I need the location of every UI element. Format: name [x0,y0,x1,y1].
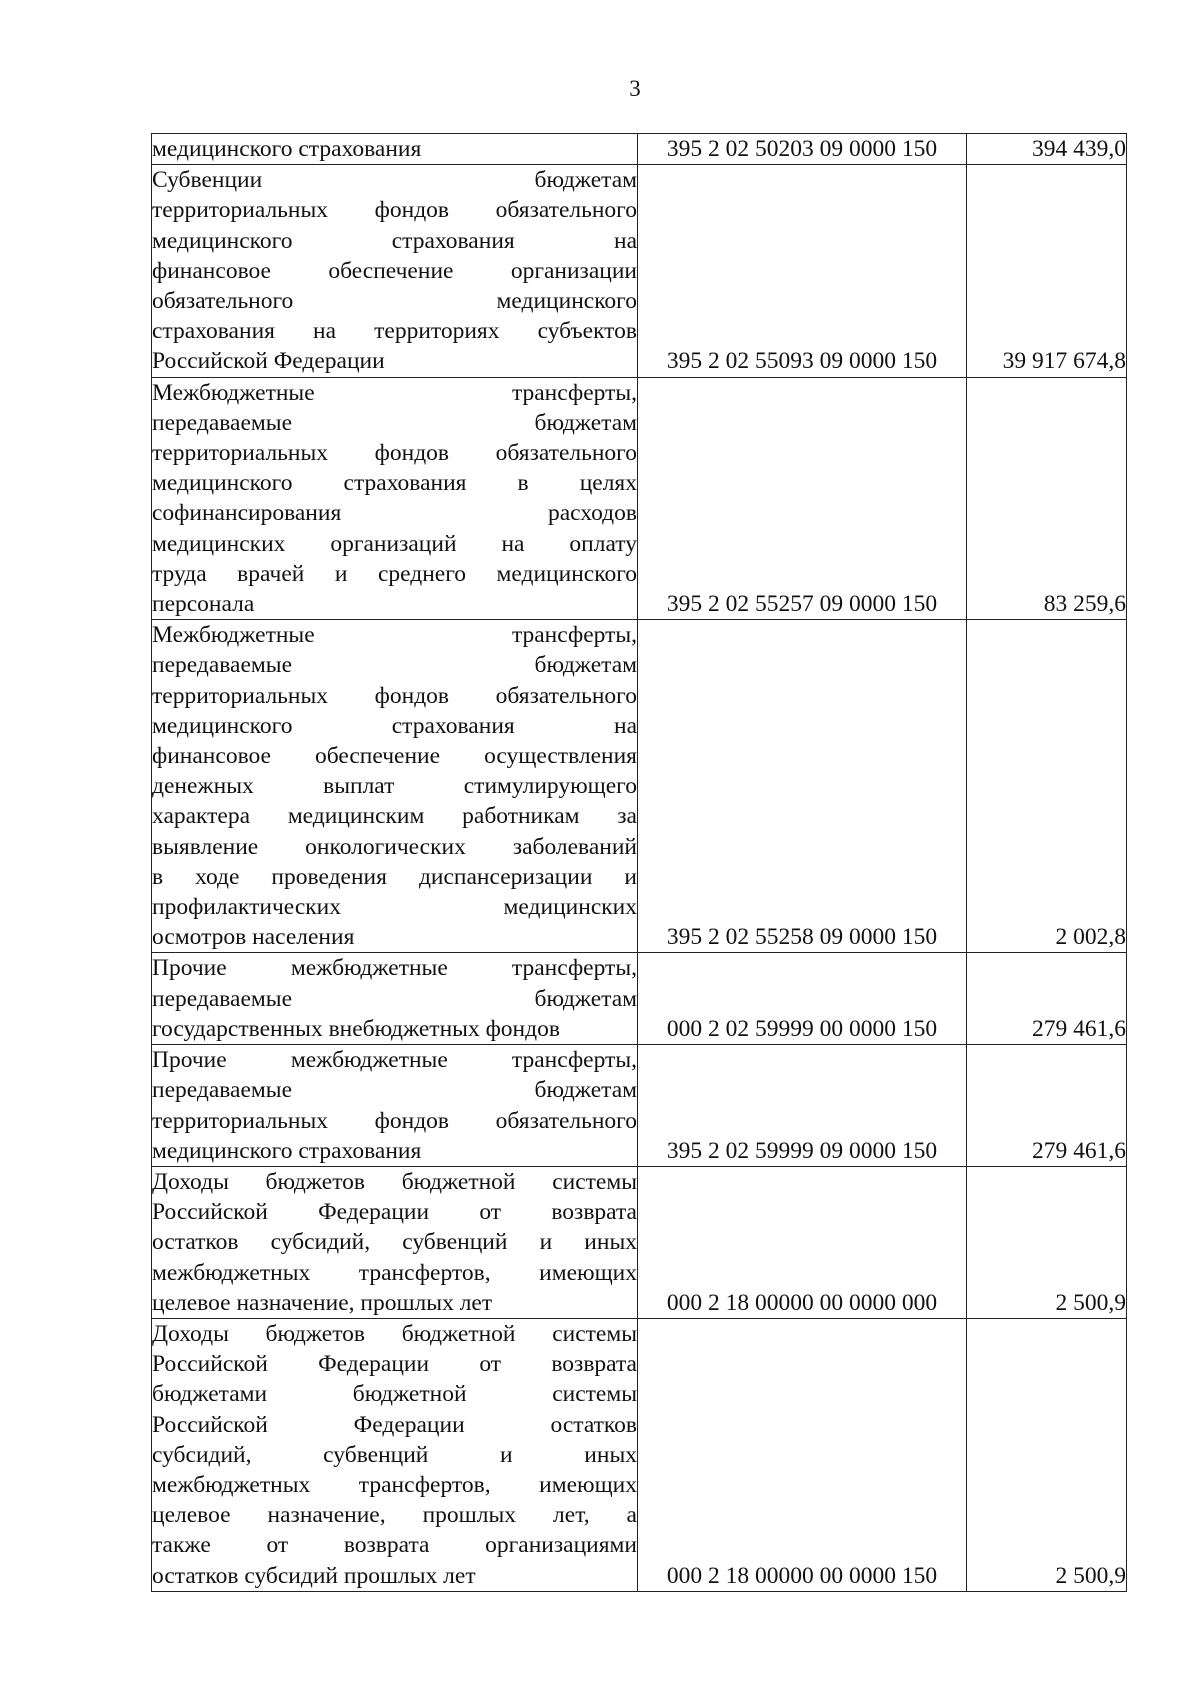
row-name-line: территориальных фондов обязательного [152,1107,637,1134]
row-amount: 279 461,6 [967,953,1127,1045]
row-name-line: Доходы бюджетов бюджетной системы [152,1320,637,1347]
row-name-line: также от возврата организациями [152,1532,637,1559]
row-name-line: Российской Федерации [152,348,385,375]
row-name-cell [152,953,638,1045]
row-name-line: выявление онкологических заболеваний [152,833,637,860]
row-name-cell [152,134,638,165]
row-name-line: межбюджетных трансфертов, имеющих [152,1471,637,1498]
row-name-line: страхования на территориях субъектов [152,318,637,345]
row-name-line: софинансирования расходов [152,500,637,527]
row-name-line: медицинского страхования на [152,712,637,739]
row-name-line: передаваемые бюджетам [152,985,637,1012]
row-name-line: осмотров населения [152,924,355,951]
row-name-line: профилактических медицинских [152,894,637,921]
row-name-line: территориальных фондов обязательного [152,440,637,467]
row-name-line: финансовое обеспечение организации [152,257,637,284]
row-name-line: Российской Федерации от возврата [152,1351,637,1378]
row-name-line: в ходе проведения диспансеризации и [152,863,637,890]
row-name-line: остатков субсидий, субвенций и иных [152,1229,637,1256]
row-name-line: остатков субсидий прошлых лет [152,1562,476,1589]
row-code: 395 2 02 55093 09 0000 150 [638,165,967,377]
table-row [152,1318,1127,1591]
row-name-line: Субвенции бюджетам [152,167,637,194]
row-name-line: характера медицинским работникам за [152,803,637,830]
row-code: 395 2 02 50203 09 0000 150 [638,134,967,165]
row-name-line: передаваемые бюджетам [152,652,637,679]
row-name-line: межбюджетных трансфертов, имеющих [152,1259,637,1286]
row-name-line: Доходы бюджетов бюджетной системы [152,1168,637,1195]
row-amount: 2 500,9 [967,1166,1127,1318]
row-name-line: персонала [152,591,255,618]
row-code: 000 2 02 59999 00 0000 150 [638,953,967,1045]
row-name-line: денежных выплат стимулирующего [152,773,637,800]
row-name-cell [152,1318,638,1591]
table-row [152,953,1127,1045]
row-code: 395 2 02 55257 09 0000 150 [638,377,967,620]
row-name-line: территориальных фондов обязательного [152,197,637,224]
row-code: 395 2 02 59999 09 0000 150 [638,1045,967,1167]
row-code: 000 2 18 00000 00 0000 000 [638,1166,967,1318]
table-row [152,377,1127,620]
row-name-line: передаваемые бюджетам [152,409,637,436]
row-name-cell [152,377,638,620]
row-code: 000 2 18 00000 00 0000 150 [638,1318,967,1591]
row-name-line: обязательного медицинского [152,288,637,315]
row-name-cell [152,1166,638,1318]
row-name-line: финансовое обеспечение осуществления [152,743,637,770]
row-name-cell [152,620,638,953]
row-amount: 2 500,9 [967,1318,1127,1591]
row-name-line: Прочие межбюджетные трансферты, [152,1047,637,1074]
row-name-cell [152,1045,638,1167]
row-name-line: государственных внебюджетных фондов [152,1015,560,1042]
row-name-line: медицинского страхования [152,1137,422,1164]
page-number: 3 [629,76,641,101]
row-name-line: Прочие межбюджетные трансферты, [152,955,637,982]
table-row [152,1045,1127,1167]
row-name-line: Межбюджетные трансферты, [152,622,637,649]
table-row [152,1166,1127,1318]
row-code: 395 2 02 55258 09 0000 150 [638,620,967,953]
table-row [152,134,1127,165]
row-name-line: субсидий, субвенций и иных [152,1441,637,1468]
row-name-line: территориальных фондов обязательного [152,682,637,709]
row-name-line: Межбюджетные трансферты, [152,379,637,406]
row-name-line: передаваемые бюджетам [152,1077,637,1104]
row-name-line: труда врачей и среднего медицинского [152,560,637,587]
row-name-line: бюджетами бюджетной системы [152,1381,637,1408]
revenue-table [151,133,1127,1592]
row-amount: 83 259,6 [967,377,1127,620]
row-name-line: Российской Федерации остатков [152,1411,637,1438]
row-amount: 2 002,8 [967,620,1127,953]
table-row [152,165,1127,377]
row-name-line: Российской Федерации от возврата [152,1199,637,1226]
row-name-line: медицинских организаций на оплату [152,530,637,557]
table-row [152,620,1127,953]
row-amount: 394 439,0 [967,134,1127,165]
row-name-line: медицинского страхования в целях [152,470,637,497]
row-name-line: целевое назначение, прошлых лет [152,1289,493,1316]
row-name-cell [152,165,638,377]
row-name-line: медицинского страхования [152,136,422,162]
row-name-line: медицинского страхования на [152,227,637,254]
row-name-line: целевое назначение, прошлых лет, а [152,1502,637,1529]
row-amount: 39 917 674,8 [967,165,1127,377]
row-amount: 279 461,6 [967,1045,1127,1167]
